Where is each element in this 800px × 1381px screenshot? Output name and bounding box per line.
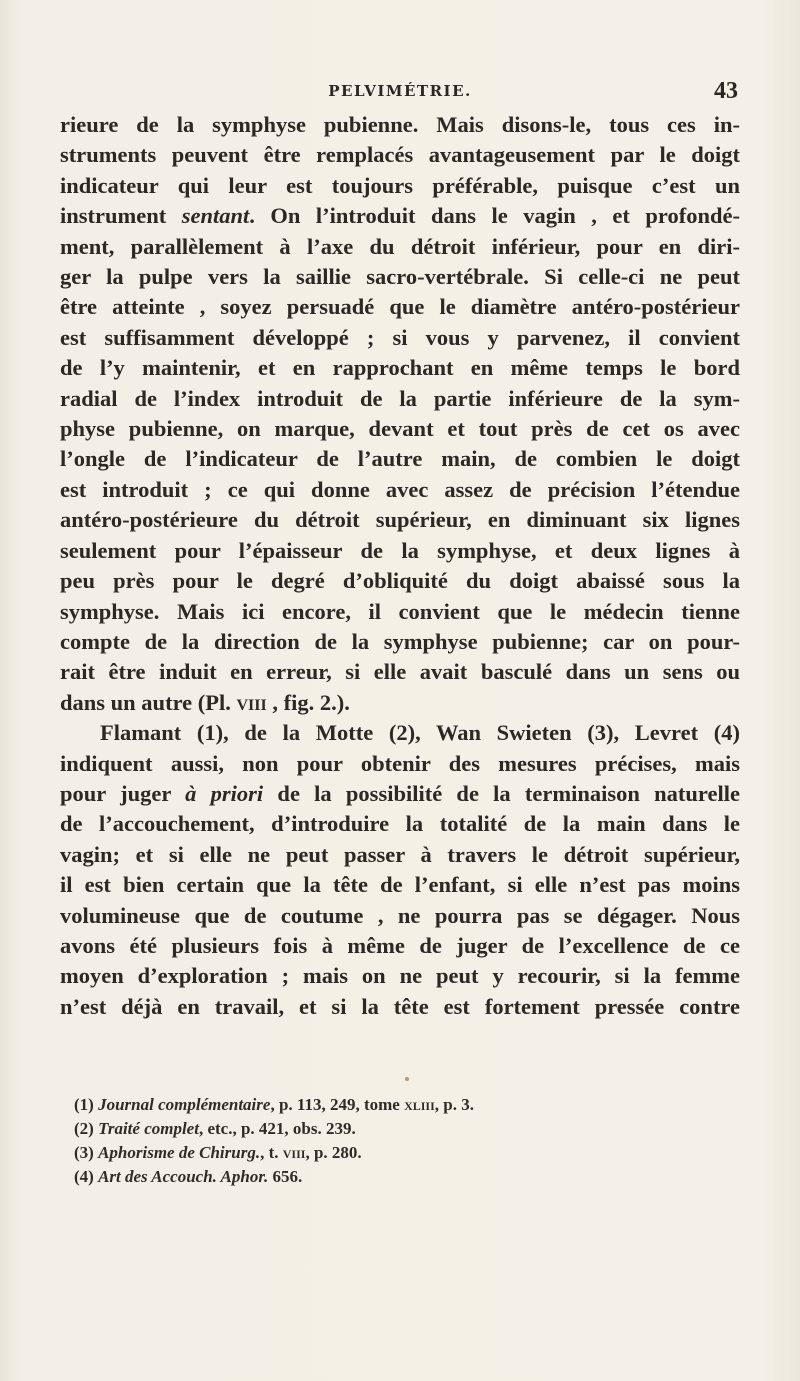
footnote-text: , p. 113, 249, tome [270, 1095, 405, 1114]
footnote-number: (4) [74, 1167, 99, 1186]
text-line: rieure de la symphyse pubienne. Mais disons-le, tous ces in- [60, 112, 740, 137]
text-line: ment, parallèlement à l’axe du détroit inférieur, pour en diri- [60, 233, 740, 259]
footnote-text: 656. [268, 1167, 303, 1186]
footnote-text: , p. 3. [434, 1095, 474, 1114]
footnote-number: (1) [74, 1095, 99, 1114]
page-number: 43 [714, 78, 738, 104]
text-span: pour juger [60, 780, 186, 806]
paragraph-1 [60, 110, 740, 718]
footnote [60, 1141, 740, 1165]
paper-spot [405, 1077, 409, 1081]
footnote-text: , etc., p. 421, obs. 239. [198, 1119, 356, 1138]
text-line: peu près pour le degré d’obliquité du doigt abaissé sous la [60, 568, 740, 594]
text-line: être atteinte , soyez persuadé que le diamètre antéro-postérieur [60, 294, 740, 320]
text-line: vagin; et si elle ne peut passer à travers le détroit supérieur, [60, 841, 740, 867]
footnote-title: Art des Accouch. Aphor. [98, 1167, 269, 1186]
text-line: rait être induit en erreur, si elle avait basculé dans un sens ou [60, 659, 740, 685]
footnote [60, 1165, 740, 1189]
footnote [60, 1117, 740, 1141]
paragraph-2 [60, 718, 740, 1022]
footnote-number: (2) [74, 1119, 99, 1138]
text-line: moyen d’exploration ; mais on ne peut y recourir, si la femme [60, 963, 740, 989]
footnote-title: Journal complémentaire [98, 1095, 271, 1114]
text-line: l’ongle de l’indicateur de l’autre main, de combien le doigt [60, 446, 740, 472]
text-line [60, 201, 740, 231]
footnote-numeral: xliii [404, 1095, 435, 1114]
text-line: n’est déjà en travail, et si la tête est fortement pressée contre [60, 993, 740, 1019]
text-span: de la possibilité de la terminaison naturelle [263, 780, 740, 806]
roman-numeral: viii [236, 689, 267, 715]
text-line: avons été plusieurs fois à même de juger de l’excellence de ce [60, 932, 740, 958]
text-line: symphyse. Mais ici encore, il convient que le médecin tienne [60, 598, 740, 624]
text-line: est introduit ; ce qui donne avec assez de précision l’étendue [60, 476, 740, 502]
text-line: struments peuvent être remplacés avantageusement par le doigt [60, 142, 740, 168]
text-span: dans un autre (Pl. [60, 689, 237, 715]
text-span: , fig. 2.). [266, 689, 350, 715]
footnote-text: , p. 280. [305, 1143, 362, 1162]
footnote-title: Aphorisme de Chirurg. [98, 1143, 261, 1162]
text-line: de l’y maintenir, et en rapprochant en même temps le bord [60, 355, 740, 381]
italic-term: à priori [185, 780, 264, 806]
footnotes [60, 1093, 740, 1189]
running-head: PELVIMÉTRIE. [328, 82, 472, 100]
text-line [60, 779, 740, 809]
text-line: compte de la direction de la symphyse pubienne; car on pour- [60, 628, 740, 654]
text-line: est suffisamment développé ; si vous y parvenez, il convient [60, 324, 740, 350]
footnote [60, 1093, 740, 1117]
text-line: volumineuse que de coutume , ne pourra pas se dégager. Nous [60, 902, 740, 928]
footnote-title: Traité complet [98, 1119, 199, 1138]
text-line: ger la pulpe vers la saillie sacro-vertébrale. Si celle-ci ne peut [60, 264, 740, 290]
body-text [60, 110, 740, 1022]
text-line: indiquent aussi, non pour obtenir des mesures précises, mais [60, 750, 740, 776]
text-line [60, 688, 740, 718]
footnote-text: , t. [260, 1143, 283, 1162]
text-line: Flamant (1), de la Motte (2), Wan Swieten (3), Levret (4) [100, 720, 740, 746]
text-line: physe pubienne, on marque, devant et tout près de cet os avec [60, 416, 740, 442]
italic-term: sentant [181, 203, 250, 229]
footnote-numeral: viii [282, 1143, 306, 1162]
text-line: il est bien certain que la tête de l’enfant, si elle n’est pas moins [60, 872, 740, 898]
text-line: seulement pour l’épaisseur de la symphyse, et deux lignes à [60, 537, 740, 563]
page-header [60, 80, 740, 110]
text-span: . On l’introduit dans le vagin , et profondé- [249, 203, 740, 229]
text-line: radial de l’index introduit de la partie inférieure de la sym- [60, 385, 740, 411]
text-line: de l’accouchement, d’introduire la totalité de la main dans le [60, 811, 740, 837]
text-span: instrument [60, 203, 182, 229]
text-line: indicateur qui leur est toujours préférable, puisque c’est un [60, 172, 740, 198]
text-line: antéro-postérieure du détroit supérieur, en diminuant six lignes [60, 507, 740, 533]
footnote-number: (3) [74, 1143, 99, 1162]
